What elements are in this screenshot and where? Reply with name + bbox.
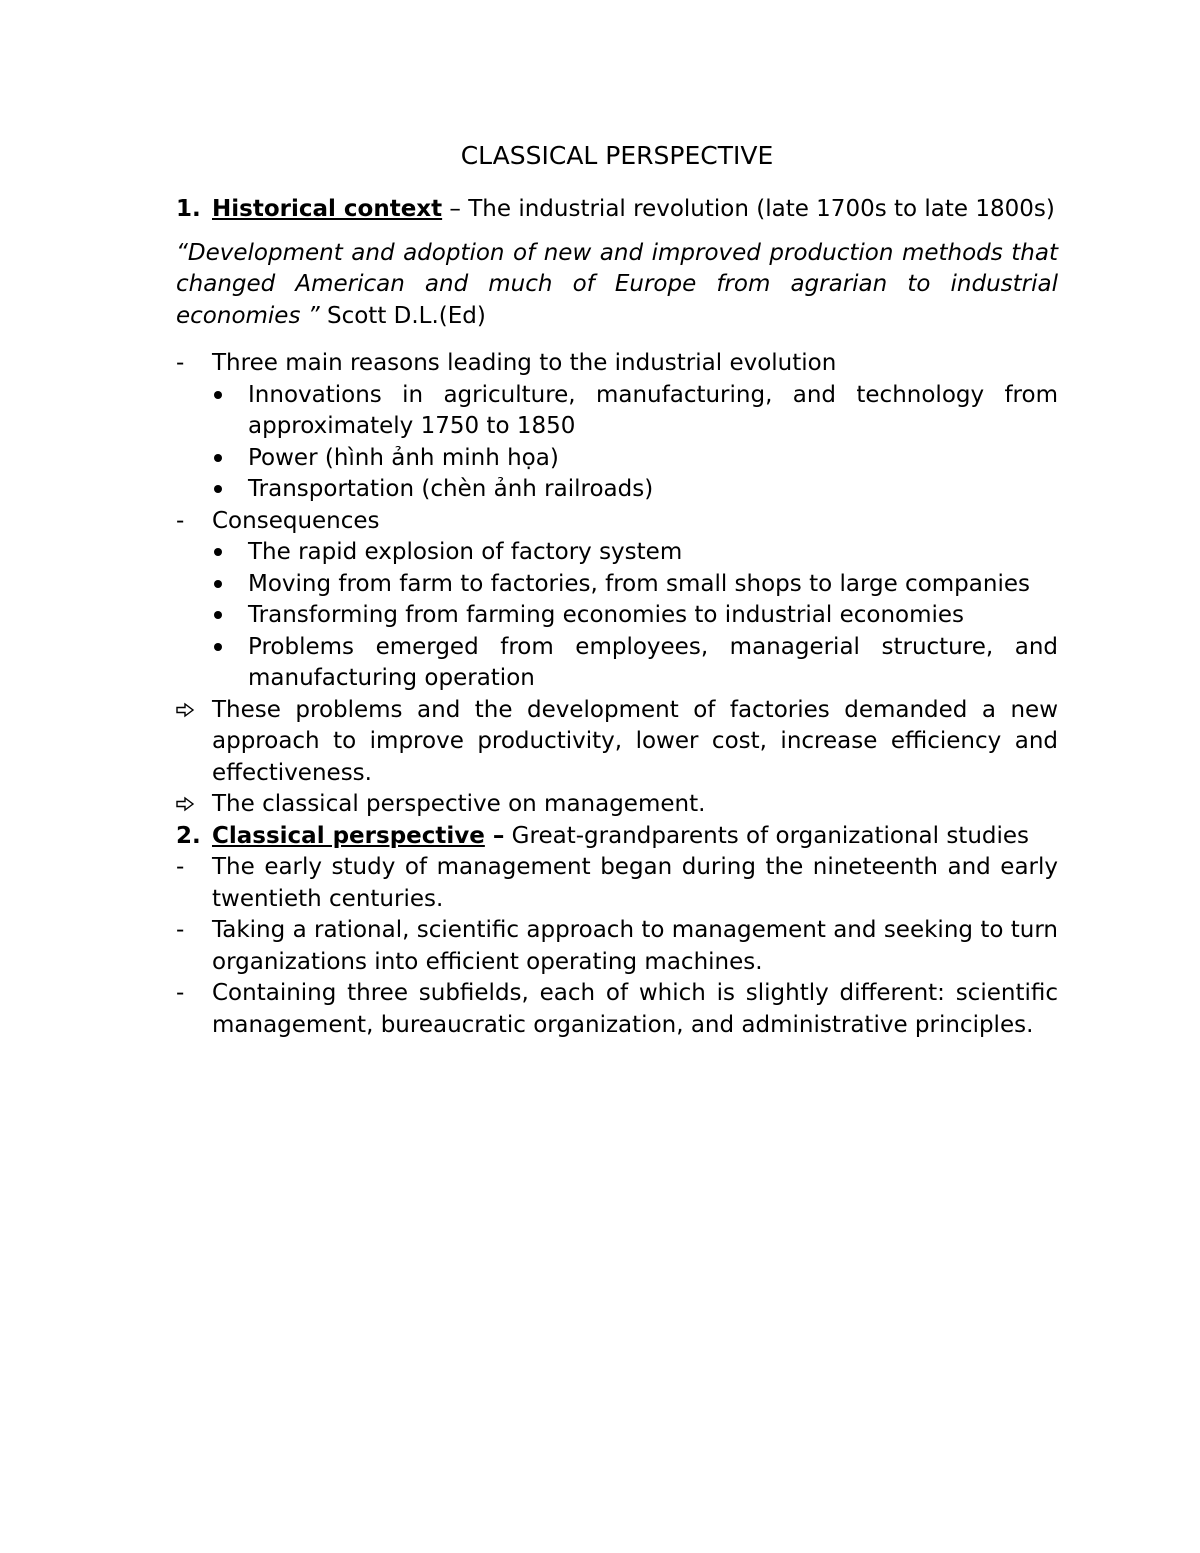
bullet-icon (212, 380, 220, 412)
point-text: Taking a rational, scientific approach to management and seeking to turn organizations into efficient operating machines. (212, 917, 1058, 975)
section-1-heading-label: Historical context (212, 196, 443, 222)
conclusion-text: These problems and the development of factories demanded a new approach to improve productivity, lower cost, increase efficiency and effectiveness. (212, 696, 1058, 786)
section-1-heading (176, 194, 1058, 226)
bullet-icon (212, 600, 220, 632)
list-item-reasons (176, 348, 1058, 380)
dash-marker: - (176, 917, 185, 943)
point-text: Containing three subfields, each of which is slightly different: scientific management, bureaucratic organization, and administrative principles. (212, 980, 1058, 1038)
consequence-text: The rapid explosion of factory system (248, 539, 683, 565)
dash-marker: - (176, 980, 185, 1006)
reasons-label: Three main reasons leading to the industrial evolution (212, 350, 837, 376)
list-item-consequences (176, 506, 1058, 538)
quote-block (176, 238, 1058, 333)
consequences-label: Consequences (212, 507, 380, 534)
consequence-text: Transforming from farming economies to industrial economies (248, 602, 965, 628)
bullet-icon (212, 569, 220, 601)
list-item (176, 915, 1058, 978)
list-item (176, 380, 1058, 443)
section-2-heading (176, 821, 1058, 853)
right-arrow-icon (176, 789, 196, 821)
document-body (176, 138, 1058, 1041)
section-2-dash: – (484, 822, 505, 849)
list-item (176, 632, 1058, 695)
list-item (176, 600, 1058, 632)
dash-marker: - (176, 854, 185, 880)
list-item (176, 537, 1058, 569)
quote-source: Scott D.L.(Ed) (319, 302, 486, 329)
list-item (176, 569, 1058, 601)
section-2-number: 2. (176, 822, 201, 849)
right-arrow-icon (176, 695, 196, 727)
list-item (176, 443, 1058, 475)
bullet-icon (212, 537, 220, 569)
reason-text: Transportation (chèn ảnh railroads) (248, 476, 654, 502)
bullet-icon (212, 443, 220, 475)
conclusion-text: The classical perspective on management. (212, 791, 706, 817)
list-item-conclusion (176, 695, 1058, 790)
section-1-number: 1. (176, 196, 201, 222)
bullet-icon (212, 474, 220, 506)
document-title: CLASSICAL PERSPECTIVE (460, 141, 774, 170)
list-item (176, 852, 1058, 915)
list-item-conclusion (176, 789, 1058, 821)
list-item (176, 978, 1058, 1041)
section-2-subtitle: Great-grandparents of organizational studies (504, 822, 1030, 849)
dash-marker: - (176, 350, 185, 376)
section-2-heading-label: Classical perspective (212, 822, 485, 849)
bullet-icon (212, 632, 220, 664)
section-1-subtitle: – The industrial revolution (late 1700s to late 1800s) (442, 196, 1055, 222)
reason-text: Power (hình ảnh minh họa) (248, 444, 559, 471)
consequence-text: Problems emerged from employees, managerial structure, and manufacturing operation (248, 633, 1058, 691)
point-text: The early study of management began during the nineteenth and early twentieth centuries. (212, 854, 1058, 912)
reason-text: Innovations in agriculture, manufacturing, and technology from approximately 1750 to 1850 (248, 381, 1058, 439)
quote-text: “Development and adoption of new and improved production methods that changed American and much of Europe from agrarian to industrial economies ” (176, 239, 1058, 329)
consequence-text: Moving from farm to factories, from small shops to large companies (248, 570, 1030, 597)
list-item (176, 474, 1058, 506)
dash-marker: - (176, 507, 185, 534)
